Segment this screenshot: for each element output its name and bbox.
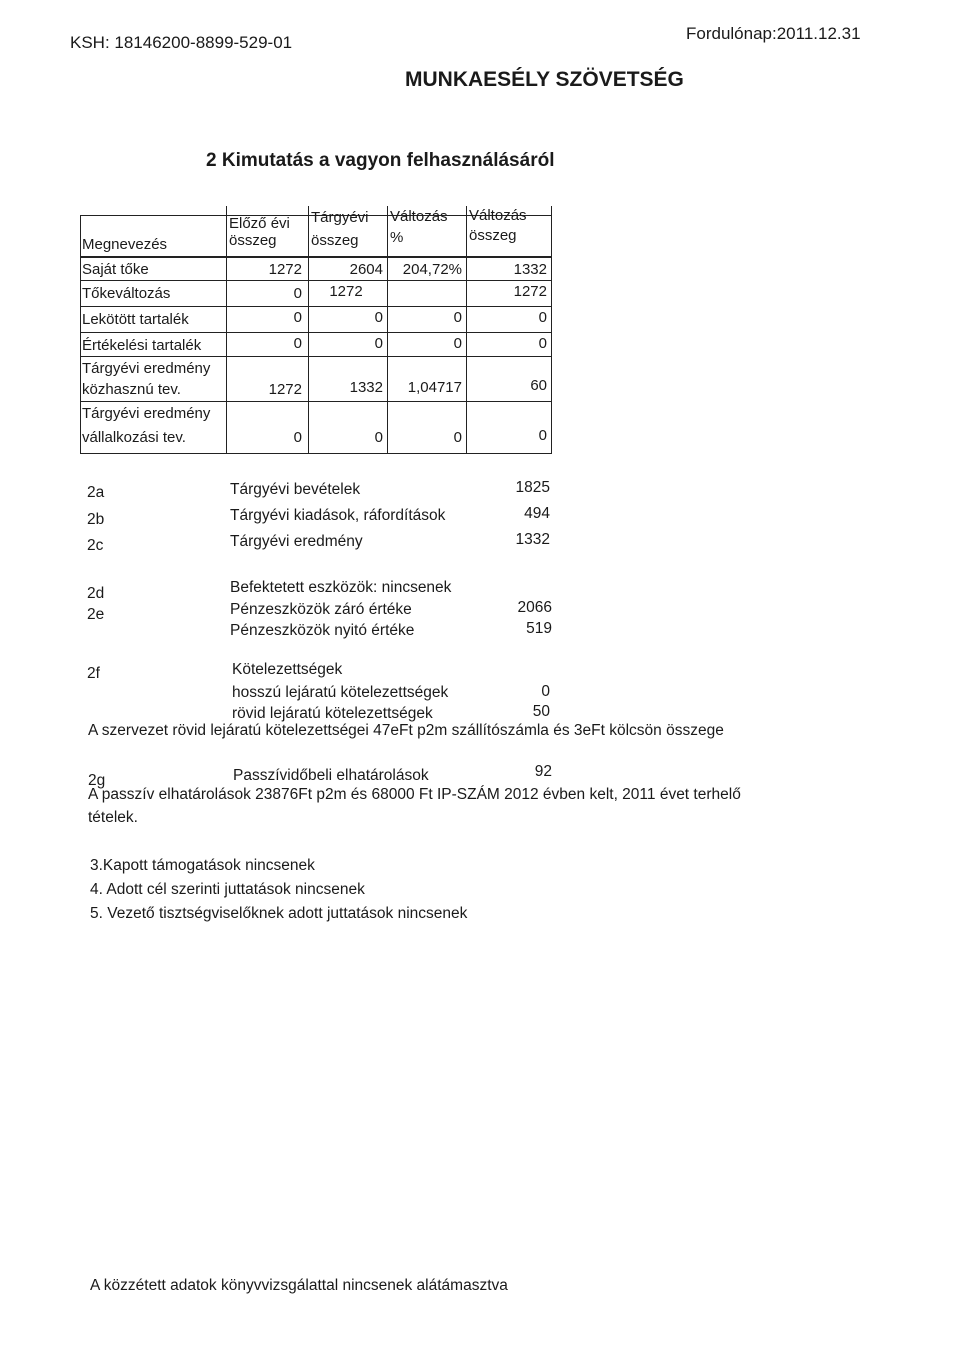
column-header-name: Megnevezés: [82, 236, 168, 253]
item-label: Tárgyévi kiadások, ráfordítások: [230, 507, 446, 524]
table-rule: [551, 206, 552, 454]
pct-value: 0: [453, 309, 462, 326]
organization-name: MUNKAESÉLY SZÖVETSÉG: [405, 68, 684, 91]
table-rule: [308, 206, 309, 454]
item-value: 50: [532, 703, 550, 720]
prev-value: 0: [293, 335, 302, 352]
item-value: 1825: [515, 479, 550, 496]
prev-value: 1272: [268, 381, 302, 398]
diff-value: 1332: [513, 261, 547, 278]
item-label: Tárgyévi bevételek: [230, 481, 361, 498]
item-5: 5. Vezető tisztségviselőknek adott juttatások nincsenek: [90, 905, 468, 922]
ksh-number: KSH: 18146200-8899-529-01: [70, 33, 293, 52]
item-3: 3.Kapott támogatások nincsenek: [90, 857, 315, 874]
diff-value: 0: [538, 309, 547, 326]
row-label: Tárgyévi eredmény: [82, 405, 211, 422]
item-label: Pénzeszközök nyitó értéke: [230, 622, 415, 639]
pct-value: 204,72%: [402, 261, 462, 278]
item-code: 2g: [88, 772, 106, 789]
table-rule: [80, 256, 552, 258]
item-value: 2066: [517, 599, 552, 616]
table-rule: [80, 280, 552, 281]
asset-usage-table: [80, 206, 552, 454]
row-label-sub: vállalkozási tev.: [82, 429, 186, 446]
column-header-curr: összeg: [311, 232, 359, 249]
prev-value: 0: [293, 429, 302, 446]
table-rule: [80, 401, 552, 402]
item-4: 4. Adott cél szerinti juttatások nincsenek: [90, 881, 365, 898]
column-header-pct: Változás: [390, 208, 448, 225]
item-label: hosszú lejáratú kötelezettségek: [232, 684, 449, 701]
audit-note: A közzétett adatok könyvvizsgálattal nincsenek alátámasztva: [90, 1277, 508, 1294]
item-value: 1332: [515, 531, 550, 548]
column-header-pct: %: [390, 229, 404, 246]
prev-value: 0: [293, 285, 302, 302]
report-title: 2 Kimutatás a vagyon felhasználásáról: [206, 150, 555, 171]
row-label: Lekötött tartalék: [82, 311, 189, 328]
reporting-date: Fordulónap:2011.12.31: [686, 24, 861, 43]
item-value: 0: [541, 683, 550, 700]
row-label: Tőkeváltozás: [82, 285, 171, 302]
item-value: 494: [524, 505, 550, 522]
table-rule: [80, 215, 81, 454]
column-header-prev: összeg: [229, 232, 277, 249]
item-label: Befektetett eszközök: nincsenek: [230, 579, 452, 596]
pct-value: 0: [453, 335, 462, 352]
column-header-diff: Változás: [469, 207, 527, 224]
table-rule: [80, 306, 552, 307]
deferrals-note: A passzív elhatárolások 23876Ft p2m és 68000 Ft IP-SZÁM 2012 évben kelt, 2011 évet terhelő: [88, 786, 741, 803]
deferrals-note: tételek.: [88, 809, 138, 826]
curr-value: 0: [374, 309, 383, 326]
column-header-prev: Előző évi: [229, 215, 290, 232]
pct-value: 0: [453, 429, 462, 446]
diff-value: 1272: [513, 283, 547, 300]
liabilities-note: A szervezet rövid lejáratú kötelezettségei 47eFt p2m szállítószámla és 3eFt kölcsön összege: [88, 722, 724, 739]
item-code: 2d: [87, 585, 105, 602]
column-header-curr: Tárgyévi: [311, 209, 369, 226]
item-code: 2a: [87, 484, 105, 501]
table-rule: [80, 453, 552, 454]
item-label: Pénzeszközök záró értéke: [230, 601, 412, 618]
item-code: 2c: [87, 537, 104, 554]
diff-value: 60: [530, 377, 547, 394]
item-label: Kötelezettségek: [232, 661, 343, 678]
row-label: Tárgyévi eredmény: [82, 360, 211, 377]
curr-value: 2604: [349, 261, 383, 278]
item-code: 2f: [87, 665, 100, 682]
column-header-diff: összeg: [469, 227, 517, 244]
prev-value: 1272: [268, 261, 302, 278]
item-code: 2e: [87, 606, 105, 623]
item-code: 2b: [87, 511, 105, 528]
curr-value: 0: [374, 429, 383, 446]
table-rule: [226, 206, 227, 454]
curr-value: 1332: [349, 379, 383, 396]
table-rule: [466, 206, 467, 454]
table-rule: [387, 206, 388, 454]
item-label: rövid lejáratú kötelezettségek: [232, 705, 433, 722]
item-value: 519: [526, 620, 552, 637]
curr-value: 1272: [329, 283, 363, 300]
diff-value: 0: [538, 335, 547, 352]
diff-value: 0: [538, 427, 547, 444]
row-label: Saját tőke: [82, 261, 149, 278]
pct-value: 1,04717: [407, 379, 462, 396]
item-label: Tárgyévi eredmény: [230, 533, 363, 550]
item-label: Passzívidőbeli elhatárolások: [233, 767, 429, 784]
row-label: Értékelési tartalék: [82, 337, 202, 354]
table-rule: [80, 332, 552, 333]
row-label-sub: közhasznú tev.: [82, 381, 181, 398]
curr-value: 0: [374, 335, 383, 352]
table-rule: [80, 356, 552, 357]
item-value: 92: [534, 763, 552, 780]
prev-value: 0: [293, 309, 302, 326]
